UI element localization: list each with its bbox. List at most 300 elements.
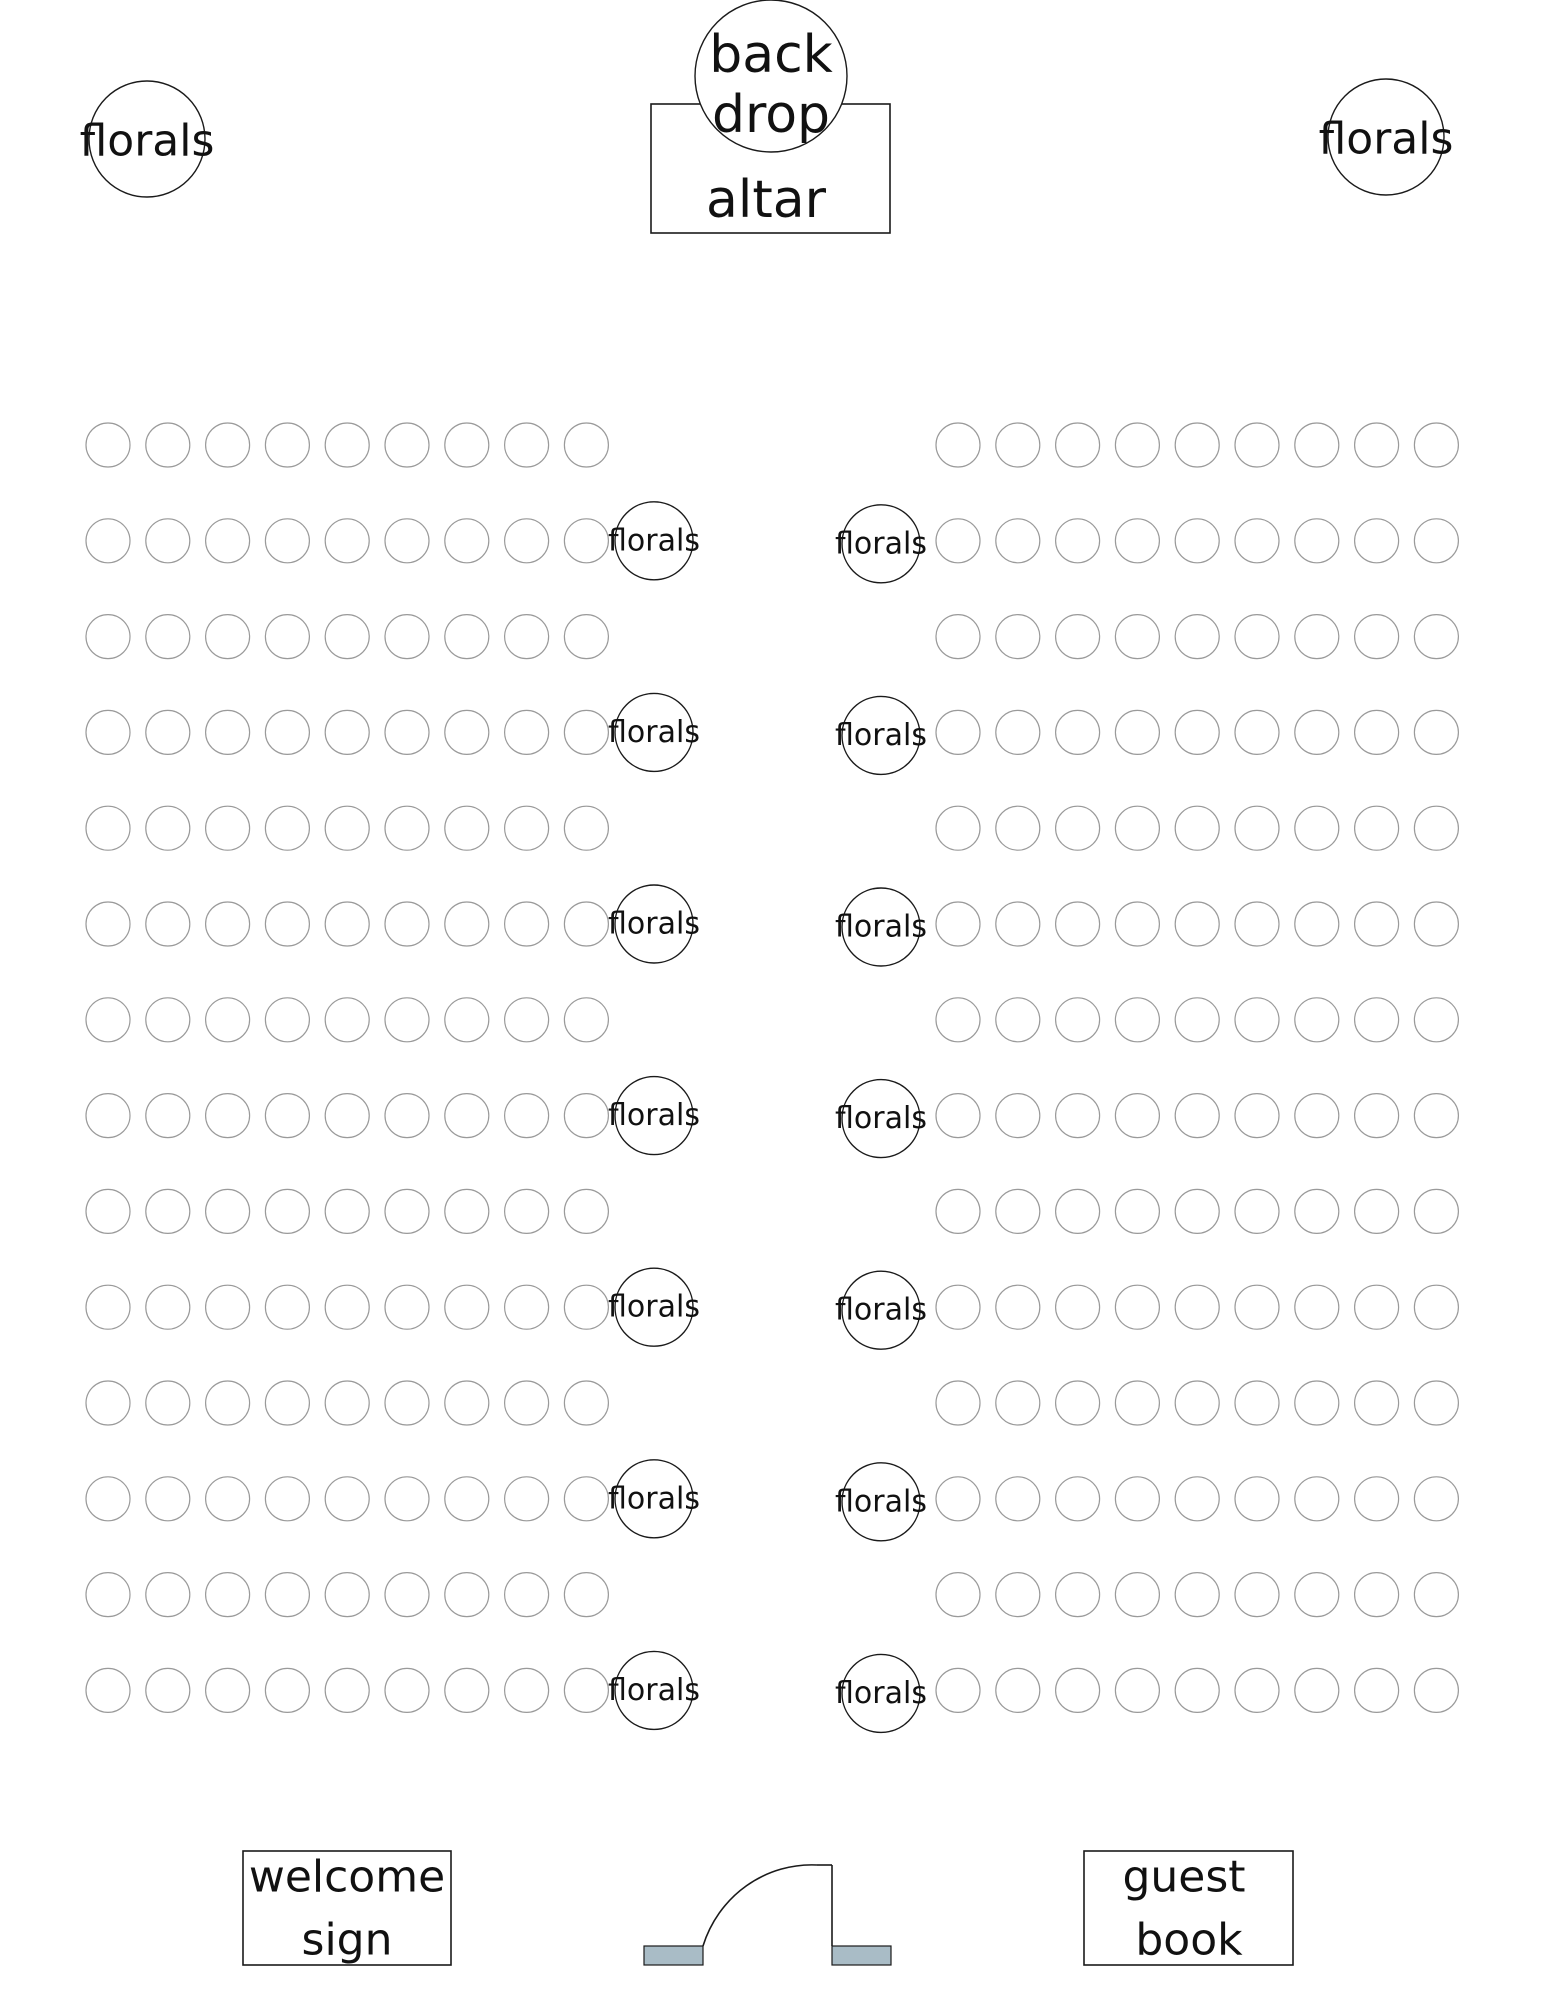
chair-right: [1414, 710, 1458, 754]
chair-left: [146, 902, 190, 946]
chair-left: [385, 615, 429, 659]
chair-left: [265, 998, 309, 1042]
chair-right: [1115, 519, 1159, 563]
seat-row: [86, 615, 1458, 659]
seat-row: [86, 1077, 1458, 1158]
floral-label: florals: [835, 1292, 927, 1328]
chair-right: [996, 998, 1040, 1042]
floral-label: florals: [608, 1098, 700, 1134]
aisle-floral-right: [835, 696, 927, 774]
chair-right: [1175, 1094, 1219, 1138]
chair-left: [385, 710, 429, 754]
chair-left: [385, 1189, 429, 1233]
chair-left: [564, 423, 608, 467]
chair-right: [996, 1189, 1040, 1233]
backdrop-label-line2: drop: [711, 85, 831, 145]
chair-right: [1295, 423, 1339, 467]
chair-right: [1235, 710, 1279, 754]
chair-right: [1175, 710, 1219, 754]
chair-left: [445, 423, 489, 467]
chair-left: [505, 806, 549, 850]
floral-label: florals: [79, 115, 215, 167]
chair-left: [325, 806, 369, 850]
guest-book-label-line2: book: [1135, 1914, 1243, 1966]
aisle-floral-left: [608, 502, 700, 580]
chair-right: [936, 519, 980, 563]
chair-left: [325, 1477, 369, 1521]
chair-right: [1175, 806, 1219, 850]
chair-left: [505, 902, 549, 946]
seat-row: [86, 885, 1458, 966]
seat-row: [86, 423, 1458, 467]
chair-right: [996, 1381, 1040, 1425]
chair-left: [146, 1573, 190, 1617]
chair-right: [936, 998, 980, 1042]
chair-right: [1355, 1094, 1399, 1138]
welcome-sign-label-line1: welcome: [248, 1851, 446, 1903]
chair-right: [936, 710, 980, 754]
door-swing-arc: [703, 1865, 817, 1946]
chair-right: [996, 1668, 1040, 1712]
chair-right: [1355, 806, 1399, 850]
chair-right: [1115, 615, 1159, 659]
chair-left: [86, 806, 130, 850]
door-threshold-right: [832, 1946, 891, 1965]
aisle-floral-right: [835, 1654, 927, 1732]
chair-right: [1414, 1477, 1458, 1521]
chair-left: [385, 1381, 429, 1425]
chair-right: [1056, 902, 1100, 946]
chair-left: [445, 1189, 489, 1233]
seat-row: [86, 1381, 1458, 1425]
chair-left: [86, 1573, 130, 1617]
chair-right: [1056, 998, 1100, 1042]
chair-right: [1175, 1573, 1219, 1617]
chair-left: [146, 1189, 190, 1233]
chair-left: [325, 902, 369, 946]
chair-right: [1355, 1477, 1399, 1521]
chair-left: [385, 423, 429, 467]
chair-right: [936, 1381, 980, 1425]
chair-right: [1056, 1285, 1100, 1329]
chair-right: [1115, 902, 1159, 946]
chair-right: [1056, 1381, 1100, 1425]
chair-right: [1175, 1668, 1219, 1712]
chair-right: [1414, 615, 1458, 659]
seat-row: [86, 693, 1458, 774]
aisle-floral-left: [608, 693, 700, 771]
floral-label: florals: [608, 523, 700, 559]
chair-left: [265, 423, 309, 467]
chair-right: [1115, 998, 1159, 1042]
chair-right: [1355, 615, 1399, 659]
chair-left: [146, 1094, 190, 1138]
chair-left: [265, 710, 309, 754]
aisle-floral-right: [835, 1463, 927, 1541]
aisle-floral-right: [835, 888, 927, 966]
chair-right: [1235, 1668, 1279, 1712]
altar-group: [651, 0, 890, 233]
chair-left: [385, 806, 429, 850]
chair-left: [505, 1189, 549, 1233]
chair-right: [1235, 1573, 1279, 1617]
altar-label: altar: [706, 170, 826, 230]
chair-left: [265, 1668, 309, 1712]
chair-right: [1056, 1573, 1100, 1617]
chair-left: [325, 1668, 369, 1712]
chair-left: [505, 1668, 549, 1712]
chair-right: [1056, 1477, 1100, 1521]
chair-right: [1175, 998, 1219, 1042]
chair-left: [265, 615, 309, 659]
chair-left: [564, 998, 608, 1042]
chair-right: [1295, 1668, 1339, 1712]
chair-right: [1056, 1094, 1100, 1138]
chair-right: [1235, 902, 1279, 946]
chair-right: [936, 1668, 980, 1712]
welcome-sign-label-line2: sign: [301, 1914, 393, 1966]
chair-right: [936, 1573, 980, 1617]
chair-right: [1414, 1285, 1458, 1329]
chair-left: [265, 1573, 309, 1617]
chair-left: [325, 615, 369, 659]
chair-left: [206, 519, 250, 563]
chair-left: [564, 1285, 608, 1329]
chair-left: [86, 1668, 130, 1712]
chair-left: [385, 1094, 429, 1138]
chair-right: [1355, 1285, 1399, 1329]
guest-book-label-line1: guest: [1122, 1851, 1246, 1903]
chair-left: [445, 1285, 489, 1329]
chair-left: [206, 806, 250, 850]
chair-left: [206, 1285, 250, 1329]
chair-right: [1056, 519, 1100, 563]
chair-left: [445, 1573, 489, 1617]
chair-right: [1355, 998, 1399, 1042]
chair-left: [146, 998, 190, 1042]
chair-right: [1295, 1094, 1339, 1138]
chair-left: [564, 1668, 608, 1712]
chair-left: [265, 1094, 309, 1138]
floral-label: florals: [835, 717, 927, 753]
chair-left: [445, 1094, 489, 1138]
seating-area: [86, 423, 1458, 1732]
floral-label: florals: [1318, 113, 1454, 165]
door-threshold-left: [644, 1946, 703, 1965]
chair-right: [936, 806, 980, 850]
chair-left: [146, 1477, 190, 1521]
floral-label: florals: [608, 714, 700, 750]
corner-florals-left: [80, 81, 215, 197]
chair-left: [564, 1381, 608, 1425]
chair-right: [996, 519, 1040, 563]
chair-right: [1414, 998, 1458, 1042]
floral-label: florals: [835, 1675, 927, 1711]
chair-left: [325, 710, 369, 754]
aisle-floral-left: [608, 1460, 700, 1538]
chair-right: [936, 1285, 980, 1329]
chair-left: [445, 998, 489, 1042]
chair-right: [1295, 615, 1339, 659]
chair-left: [206, 1573, 250, 1617]
chair-right: [1355, 423, 1399, 467]
chair-right: [1056, 615, 1100, 659]
seat-row: [86, 502, 1458, 583]
chair-right: [1115, 1573, 1159, 1617]
seat-row: [86, 1268, 1458, 1349]
chair-right: [996, 710, 1040, 754]
chair-right: [1295, 998, 1339, 1042]
chair-right: [996, 1094, 1040, 1138]
chair-right: [936, 423, 980, 467]
backdrop-label-line1: back: [709, 25, 833, 85]
chair-left: [445, 1668, 489, 1712]
chair-right: [1295, 710, 1339, 754]
chair-right: [936, 1094, 980, 1138]
chair-left: [265, 1285, 309, 1329]
chair-right: [1355, 1381, 1399, 1425]
welcome-sign: [243, 1851, 451, 1966]
chair-right: [1235, 998, 1279, 1042]
seat-row: [86, 1189, 1458, 1233]
chair-left: [325, 998, 369, 1042]
chair-left: [325, 1285, 369, 1329]
floral-label: florals: [835, 1101, 927, 1137]
chair-right: [1115, 1477, 1159, 1521]
chair-left: [265, 519, 309, 563]
chair-left: [445, 1381, 489, 1425]
chair-left: [445, 519, 489, 563]
chair-left: [445, 1477, 489, 1521]
chair-left: [325, 1189, 369, 1233]
chair-left: [325, 423, 369, 467]
chair-left: [385, 998, 429, 1042]
chair-right: [1235, 1381, 1279, 1425]
chair-left: [505, 615, 549, 659]
chair-left: [265, 1189, 309, 1233]
chair-right: [1295, 806, 1339, 850]
chair-left: [86, 1285, 130, 1329]
chair-right: [1115, 1668, 1159, 1712]
chair-right: [1175, 1477, 1219, 1521]
chair-left: [505, 1573, 549, 1617]
chair-left: [385, 1668, 429, 1712]
chair-right: [1414, 806, 1458, 850]
chair-left: [445, 710, 489, 754]
chair-left: [564, 806, 608, 850]
chair-right: [1414, 1094, 1458, 1138]
chair-right: [1295, 1189, 1339, 1233]
aisle-floral-left: [608, 1651, 700, 1729]
chair-left: [146, 615, 190, 659]
chair-left: [146, 806, 190, 850]
chair-left: [146, 710, 190, 754]
chair-right: [1235, 1189, 1279, 1233]
aisle-floral-right: [835, 1271, 927, 1349]
chair-left: [86, 902, 130, 946]
chair-right: [1414, 1381, 1458, 1425]
chair-left: [325, 1381, 369, 1425]
chair-left: [505, 1477, 549, 1521]
chair-left: [86, 519, 130, 563]
chair-right: [1295, 902, 1339, 946]
chair-right: [1295, 1573, 1339, 1617]
chair-right: [936, 615, 980, 659]
chair-left: [385, 1477, 429, 1521]
chair-left: [564, 710, 608, 754]
chair-left: [325, 519, 369, 563]
chair-left: [146, 519, 190, 563]
chair-right: [1175, 1381, 1219, 1425]
chair-right: [996, 1477, 1040, 1521]
chair-right: [936, 1189, 980, 1233]
chair-left: [86, 1477, 130, 1521]
chair-right: [1235, 1285, 1279, 1329]
chair-right: [1115, 710, 1159, 754]
chair-right: [1414, 902, 1458, 946]
chair-right: [996, 615, 1040, 659]
chair-left: [206, 1094, 250, 1138]
chair-left: [86, 615, 130, 659]
chair-right: [1235, 423, 1279, 467]
chair-left: [445, 806, 489, 850]
chair-left: [86, 1094, 130, 1138]
chair-right: [1115, 1381, 1159, 1425]
chair-right: [1175, 1189, 1219, 1233]
chair-right: [1115, 423, 1159, 467]
chair-right: [1115, 1285, 1159, 1329]
corner-florals-right: [1319, 79, 1454, 195]
chair-right: [936, 902, 980, 946]
chair-left: [385, 1285, 429, 1329]
chair-right: [1235, 519, 1279, 563]
chair-left: [385, 1573, 429, 1617]
chair-right: [1056, 1189, 1100, 1233]
chair-right: [1355, 1668, 1399, 1712]
chair-right: [1295, 519, 1339, 563]
chair-right: [1115, 1189, 1159, 1233]
chair-left: [505, 710, 549, 754]
chair-left: [265, 806, 309, 850]
chair-left: [564, 615, 608, 659]
chair-right: [1414, 1573, 1458, 1617]
seat-row: [86, 1651, 1458, 1732]
chair-right: [1355, 519, 1399, 563]
chair-right: [1175, 1285, 1219, 1329]
floral-label: florals: [608, 1289, 700, 1325]
aisle-floral-left: [608, 1077, 700, 1155]
chair-left: [325, 1094, 369, 1138]
chair-left: [86, 423, 130, 467]
chair-right: [996, 423, 1040, 467]
chair-right: [1355, 1573, 1399, 1617]
guest-book: [1084, 1851, 1293, 1966]
chair-left: [564, 1189, 608, 1233]
chair-right: [1235, 1094, 1279, 1138]
aisle-floral-right: [835, 1080, 927, 1158]
floral-label: florals: [608, 1481, 700, 1517]
chair-left: [206, 1381, 250, 1425]
chair-right: [996, 902, 1040, 946]
chair-left: [325, 1573, 369, 1617]
aisle-floral-left: [608, 1268, 700, 1346]
chair-right: [1414, 423, 1458, 467]
chair-left: [265, 1477, 309, 1521]
chair-right: [1115, 1094, 1159, 1138]
chair-left: [564, 1477, 608, 1521]
chair-left: [564, 519, 608, 563]
chair-right: [1175, 902, 1219, 946]
chair-left: [86, 710, 130, 754]
chair-left: [146, 423, 190, 467]
chair-right: [996, 1573, 1040, 1617]
chair-right: [1355, 1189, 1399, 1233]
door-icon: [644, 1865, 891, 1965]
chair-right: [1295, 1477, 1339, 1521]
chair-right: [1056, 710, 1100, 754]
chair-left: [445, 615, 489, 659]
chair-left: [505, 1381, 549, 1425]
chair-left: [265, 902, 309, 946]
chair-left: [146, 1285, 190, 1329]
chair-right: [1235, 615, 1279, 659]
chair-right: [1414, 1668, 1458, 1712]
floral-label: florals: [835, 1484, 927, 1520]
chair-left: [505, 998, 549, 1042]
chair-left: [86, 998, 130, 1042]
chair-left: [505, 1285, 549, 1329]
chair-left: [505, 519, 549, 563]
chair-right: [1295, 1285, 1339, 1329]
seat-row: [86, 806, 1458, 850]
chair-right: [1056, 806, 1100, 850]
seat-row: [86, 1460, 1458, 1541]
chair-right: [1175, 615, 1219, 659]
chair-left: [385, 902, 429, 946]
chair-left: [206, 1668, 250, 1712]
chair-left: [564, 1094, 608, 1138]
floral-label: florals: [835, 526, 927, 562]
chair-left: [146, 1668, 190, 1712]
floral-label: florals: [608, 1672, 700, 1708]
chair-left: [206, 902, 250, 946]
chair-left: [206, 615, 250, 659]
seat-row: [86, 998, 1458, 1042]
chair-right: [1115, 806, 1159, 850]
chair-left: [385, 519, 429, 563]
chair-left: [206, 998, 250, 1042]
chair-left: [505, 423, 549, 467]
chair-right: [996, 806, 1040, 850]
aisle-floral-left: [608, 885, 700, 963]
floral-label: florals: [608, 906, 700, 942]
chair-left: [146, 1381, 190, 1425]
chair-left: [206, 1189, 250, 1233]
chair-left: [206, 423, 250, 467]
seat-row: [86, 1573, 1458, 1617]
chair-left: [564, 1573, 608, 1617]
aisle-floral-right: [835, 505, 927, 583]
chair-left: [265, 1381, 309, 1425]
chair-right: [1175, 423, 1219, 467]
chair-right: [1056, 1668, 1100, 1712]
floral-label: florals: [835, 909, 927, 945]
chair-left: [564, 902, 608, 946]
chair-right: [1355, 710, 1399, 754]
chair-right: [1056, 423, 1100, 467]
chair-right: [1235, 1477, 1279, 1521]
chair-right: [1355, 902, 1399, 946]
